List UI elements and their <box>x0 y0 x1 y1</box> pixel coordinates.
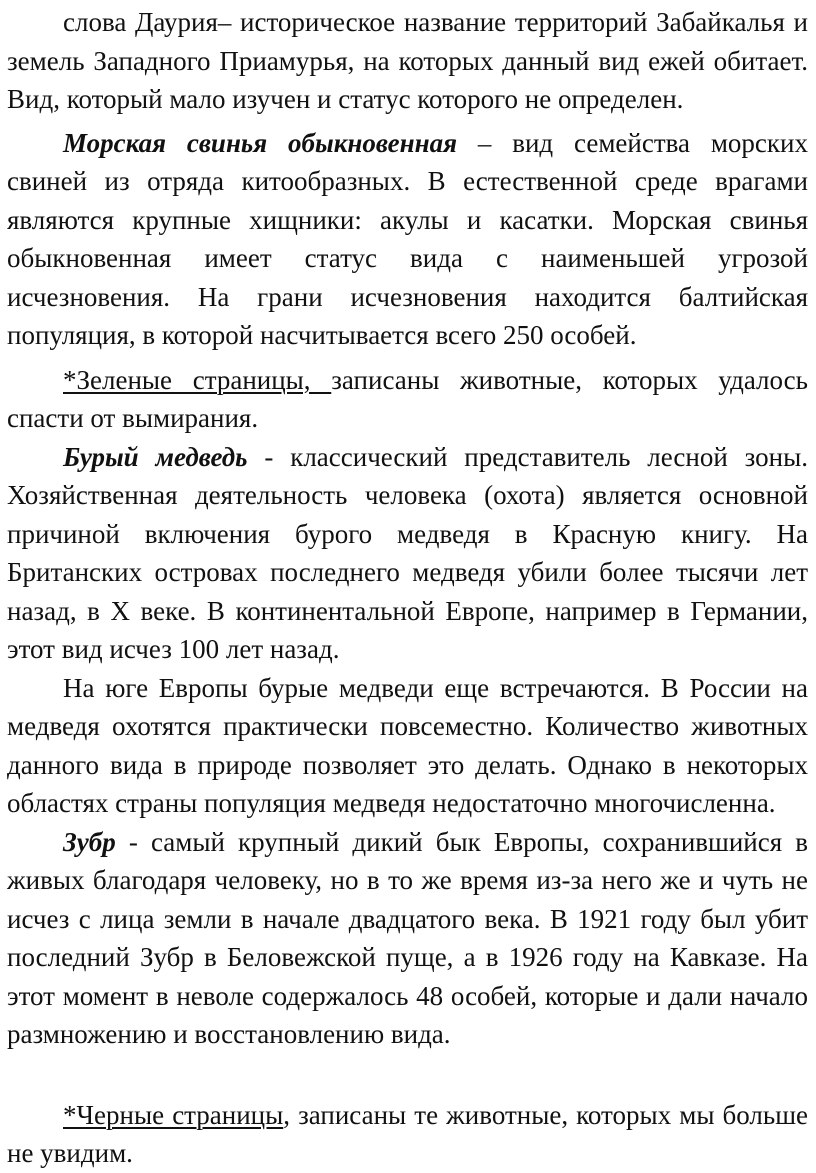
paragraph-porpoise <box>7 124 808 355</box>
black-pages-text: , записаны те животные, которых мы больше не увидим. <box>7 1099 808 1168</box>
green-pages-heading: *Зеленые страницы, <box>63 364 332 395</box>
term-brown-bear: Бурый медведь <box>63 441 248 472</box>
paragraph-bear-south: На юге Европы бурые медведи еще встречаются. В России на медведя охотятся практически повсеместно. Количество животных данного вида в природе позволяет это делать. Однако в некоторых областях страны популяция медведя недостаточно многочисленна. <box>7 672 808 818</box>
porpoise-text: – вид семейства морских свиней из отряда китообразных. В естественной среде врагами являются крупные хищники: акулы и касатки. Морская свинья обыкновенная имеет статус вида с наименьшей угрозой исчезновения. На грани исчезновения находится балтийская популяция, в которой насчитывается всего 250 особей. <box>7 127 808 350</box>
brown-bear-text: - классический представитель лесной зоны. Хозяйственная деятельность человека (охота) является основной причиной включения бурого медведя в Красную книгу. На Британских островах последнего медведя убили более тысячи лет назад, в X веке. В континентальной Европе, например в Германии, этот вид исчез 100 лет назад. <box>7 441 808 664</box>
paragraph-dauria: слова Даурия– историческое название территорий Забайкалья и земель Западного Приамурья, на которых данный вид ежей обитает. Вид, который мало изучен и статус которого не определен. <box>7 7 808 114</box>
paragraph-green-pages <box>7 361 808 438</box>
green-pages-text: записаны животные, которых удалось спасти от вымирания. <box>7 364 808 433</box>
term-bison: Зубр <box>63 826 116 857</box>
paragraph-bison <box>7 823 808 1054</box>
term-porpoise: Морская свинья обыкновенная <box>63 127 458 158</box>
paragraph-black-pages <box>7 1096 808 1173</box>
black-pages-heading: *Черные страницы <box>63 1099 284 1130</box>
bison-text: - самый крупный дикий бык Европы, сохранившийся в живых благодаря человеку, но в то же время из-за него же и чуть не исчез с лица земли в начале двадцатого века. В 1921 году был убит последний Зубр в Беловежской пуще, а в 1926 году на Кавказе. На этот момент в неволе содержалось 48 особей, которые и дали начало размножению и восстановлению вида. <box>7 826 808 1049</box>
paragraph-brown-bear <box>7 438 808 669</box>
